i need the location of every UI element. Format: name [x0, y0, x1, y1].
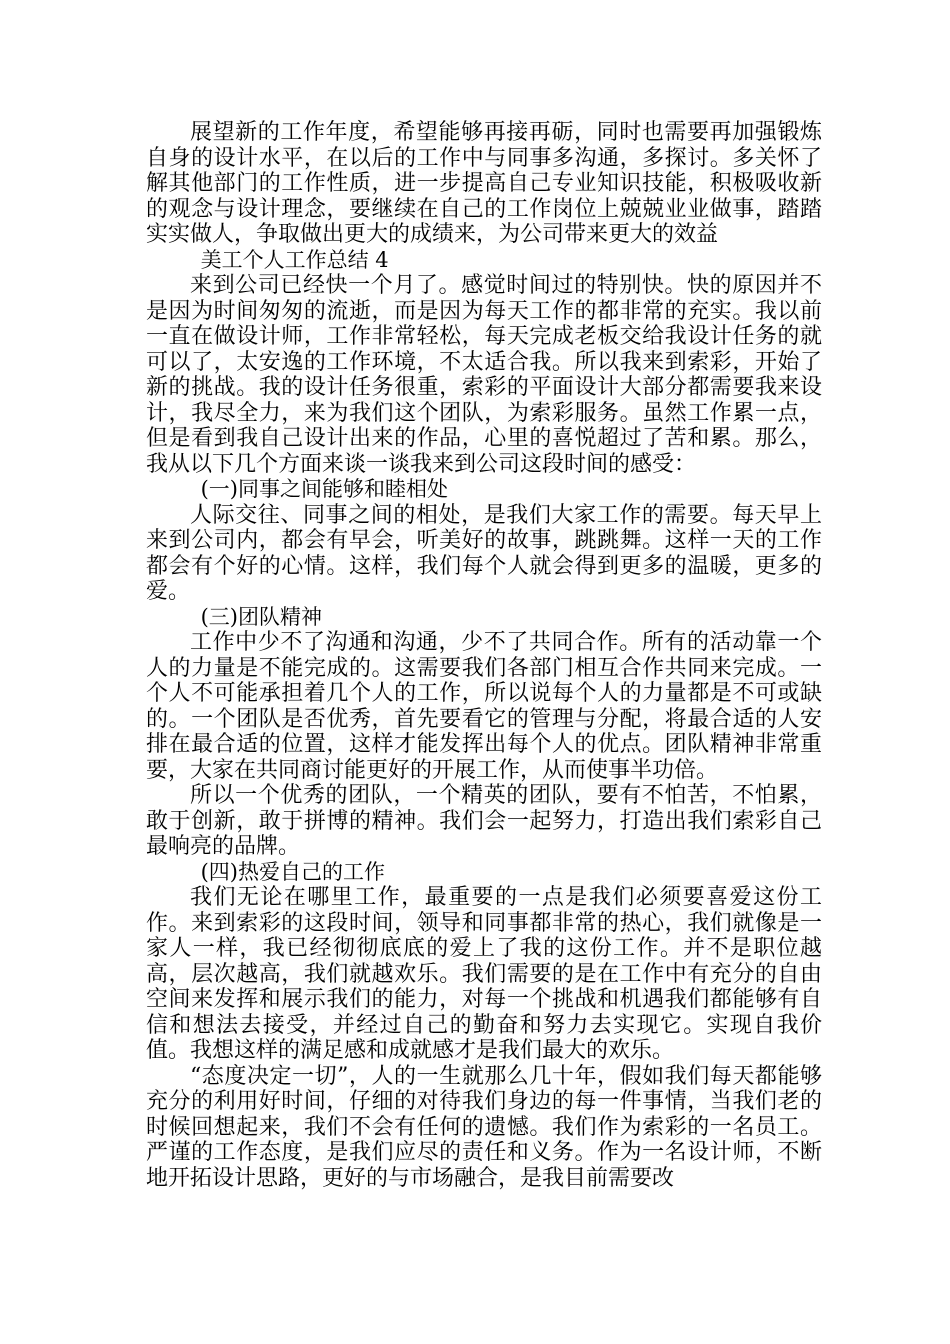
paragraph-attitude: “态度决定一切”，人的一生就那么几十年，假如我们每天都能够充分的利用好时间，仔细的对待我们身边的每一件事情，当我们老的时候回想起来，我们不会有任何的遗憾。我们作为索彩的一名员工。严谨的工作态度，是我们应尽的责任和义务。作为一名设计师，不断地开拓设计思路，更好的与市场融合，是我目前需要改 [146, 1063, 822, 1191]
subheading-colleagues: (一)同事之间能够和睦相处 [200, 477, 448, 501]
paragraph-team-spirit: 工作中少不了沟通和沟通，少不了共同合作。所有的活动靠一个人的力量是不能完成的。这需要我们各部门相互合作共同来完成。一个人不可能承担着几个人的工作，所以说每个人的力量都是不可或缺的。一个团队是否优秀，首先要看它的管理与分配，将最合适的人安排在最合适的位置，这样才能发挥出每个人的优点。团队精神非常重要，大家在共同商讨能更好的开展工作，从而使事半功倍。 [146, 630, 822, 783]
paragraph-colleagues: 人际交往、同事之间的相处，是我们大家工作的需要。每天早上来到公司内，都会有早会，听美好的故事，跳跳舞。这样一天的工作都会有个好的心情。这样，我们每个人就会得到更多的温暖，更多的爱。 [146, 502, 822, 604]
section-title: 美工个人工作总结 4 [200, 247, 389, 272]
paragraph-intro: 来到公司已经快一个月了。感觉时间过的特别快。快的原因并不是因为时间匆匆的流逝，而是因为每天工作的都非常的充实。我以前一直在做设计师，工作非常轻松，每天完成老板交给我设计任务的就可以了，太安逸的工作环境，不太适合我。所以我来到索彩，开始了新的挑战。我的设计任务很重，索彩的平面设计大部分都需要我来设计，我尽全力，来为我们这个团队，为索彩服务。虽然工作累一点，但是看到我自己设计出来的作品，心里的喜悦超过了苦和累。那么，我从以下几个方面来谈一谈我来到公司这段时间的感受： [146, 273, 822, 477]
subheading-team-spirit: (三)团队精神 [200, 604, 322, 629]
paragraph-excellent-team: 所以一个优秀的团队，一个精英的团队，要有不怕苦，不怕累，敢于创新，敢于拼博的精神。我们会一起努力，打造出我们索彩自己最响亮的品牌。 [146, 783, 822, 859]
subheading-love-work: (四)热爱自己的工作 [200, 859, 385, 884]
paragraph-love-work: 我们无论在哪里工作，最重要的一点是我们必须要喜爱这份工作。来到索彩的这段时间，领导和同事都非常的热心，我们就像是一家人一样，我已经彻彻底底的爱上了我的这份工作。并不是职位越高，层次越高，我们就越欢乐。我们需要的是在工作中有充分的自由空间来发挥和展示我们的能力，对每一个挑战和机遇我们都能够有自信和想法去接受，并经过自己的勤奋和努力去实现它。实现自我价值。我想这样的满足感和成就感才是我们最大的欢乐。 [146, 885, 822, 1063]
paragraph-outlook: 展望新的工作年度，希望能够再接再砺，同时也需要再加强锻炼自身的设计水平，在以后的工作中与同事多沟通，多探讨。多关怀了解其他部门的工作性质，进一步提高自己专业知识技能，积极吸收新的观念与设计理念，要继续在自己的工作岗位上兢兢业业做事，踏踏实实做人，争取做出更大的成绩来，为公司带来更大的效益 [146, 120, 822, 247]
document-page [146, 120, 822, 1191]
